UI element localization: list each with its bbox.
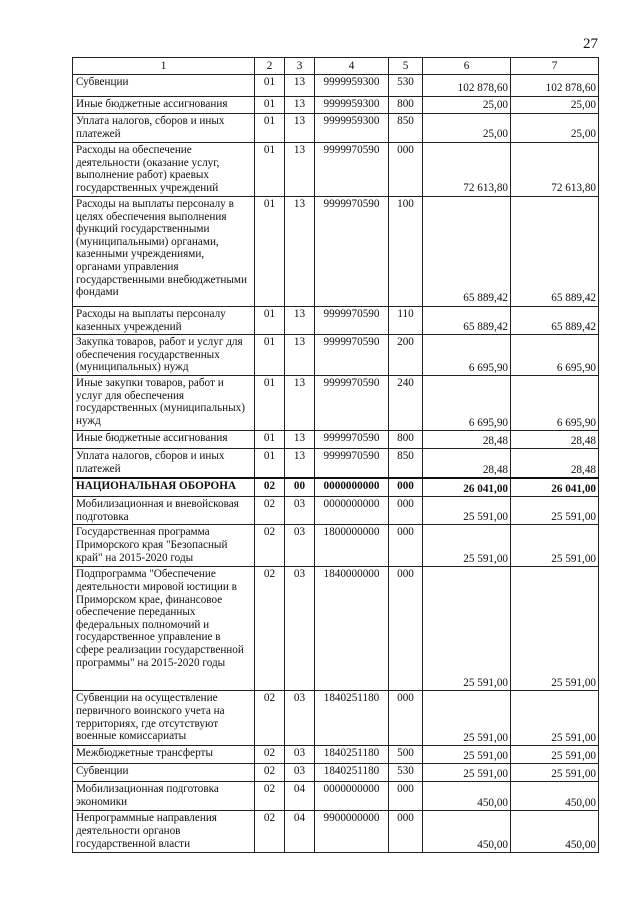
cell-name: НАЦИОНАЛЬНАЯ ОБОРОНА — [73, 478, 255, 497]
cell-section: 02 — [255, 478, 285, 497]
table-row — [73, 75, 599, 97]
cell-name: Непрограммные направления деятельности органов государственной власти — [73, 811, 255, 853]
cell-subsection: 13 — [285, 335, 315, 376]
cell-amount-2019: 6 695,90 — [423, 376, 511, 431]
table-row — [73, 114, 599, 143]
cell-section: 02 — [255, 567, 285, 691]
table-row — [73, 449, 599, 479]
cell-section: 01 — [255, 335, 285, 376]
cell-subsection: 13 — [285, 431, 315, 449]
cell-target-article: 9999959300 — [315, 75, 389, 97]
cell-subsection: 13 — [285, 143, 315, 197]
cell-target-article: 9999970590 — [315, 197, 389, 307]
table-row — [73, 307, 599, 335]
cell-subsection: 00 — [285, 478, 315, 497]
budget-table — [72, 57, 599, 853]
cell-section: 01 — [255, 197, 285, 307]
cell-subsection: 03 — [285, 567, 315, 691]
header-cell: 7 — [511, 58, 599, 75]
cell-expense-type: 500 — [389, 746, 423, 764]
header-cell: 4 — [315, 58, 389, 75]
cell-name: Межбюджетные трансферты — [73, 746, 255, 764]
cell-name: Закупка товаров, работ и услуг для обеспечения государственных (муниципальных) нужд — [73, 335, 255, 376]
table-row — [73, 764, 599, 782]
cell-target-article: 9999970590 — [315, 307, 389, 335]
cell-expense-type: 110 — [389, 307, 423, 335]
page-number: 27 — [583, 36, 598, 52]
cell-name: Уплата налогов, сборов и иных платежей — [73, 114, 255, 143]
cell-expense-type: 240 — [389, 376, 423, 431]
cell-name: Расходы на выплаты персоналу в целях обеспечения выполнения функций государственными (муниципальными) органами, казенными учреждениями, органами управления государственными внебюджетными фондами — [73, 197, 255, 307]
cell-amount-2020: 65 889,42 — [511, 307, 599, 335]
cell-amount-2019: 28,48 — [423, 449, 511, 479]
cell-name: Иные бюджетные ассигнования — [73, 97, 255, 114]
cell-amount-2020: 102 878,60 — [511, 75, 599, 97]
table-row — [73, 376, 599, 431]
cell-amount-2019: 25 591,00 — [423, 691, 511, 746]
cell-subsection: 13 — [285, 449, 315, 479]
cell-amount-2020: 26 041,00 — [511, 478, 599, 497]
header-cell: 6 — [423, 58, 511, 75]
cell-subsection: 04 — [285, 811, 315, 853]
cell-amount-2020: 28,48 — [511, 431, 599, 449]
cell-target-article: 1840000000 — [315, 567, 389, 691]
cell-section: 01 — [255, 114, 285, 143]
table-row — [73, 691, 599, 746]
table-row — [73, 525, 599, 567]
cell-amount-2019: 65 889,42 — [423, 307, 511, 335]
cell-amount-2019: 25 591,00 — [423, 764, 511, 782]
cell-expense-type: 800 — [389, 97, 423, 114]
cell-amount-2020: 25 591,00 — [511, 746, 599, 764]
cell-amount-2019: 25 591,00 — [423, 497, 511, 525]
cell-name: Расходы на обеспечение деятельности (оказание услуг, выполнение работ) краевых государственных учреждений — [73, 143, 255, 197]
cell-target-article: 9999970590 — [315, 449, 389, 479]
table-row — [73, 478, 599, 497]
cell-section: 02 — [255, 746, 285, 764]
cell-name: Мобилизационная подготовка экономики — [73, 782, 255, 811]
cell-expense-type: 530 — [389, 764, 423, 782]
cell-amount-2020: 450,00 — [511, 811, 599, 853]
header-cell: 3 — [285, 58, 315, 75]
cell-name: Иные закупки товаров, работ и услуг для обеспечения государственных (муниципальных) нужд — [73, 376, 255, 431]
cell-section: 02 — [255, 525, 285, 567]
cell-expense-type: 200 — [389, 335, 423, 376]
cell-subsection: 04 — [285, 782, 315, 811]
cell-amount-2019: 72 613,80 — [423, 143, 511, 197]
cell-name: Уплата налогов, сборов и иных платежей — [73, 449, 255, 479]
cell-expense-type: 000 — [389, 782, 423, 811]
cell-name: Субвенции — [73, 764, 255, 782]
table-row — [73, 197, 599, 307]
cell-target-article: 1840251180 — [315, 691, 389, 746]
cell-amount-2019: 25 591,00 — [423, 746, 511, 764]
cell-amount-2020: 28,48 — [511, 449, 599, 479]
table-row — [73, 746, 599, 764]
header-row — [73, 58, 599, 75]
cell-amount-2020: 450,00 — [511, 782, 599, 811]
table-row — [73, 335, 599, 376]
cell-subsection: 03 — [285, 691, 315, 746]
cell-expense-type: 000 — [389, 497, 423, 525]
cell-amount-2020: 25 591,00 — [511, 567, 599, 691]
table-row — [73, 782, 599, 811]
cell-target-article: 9999970590 — [315, 143, 389, 197]
cell-amount-2020: 6 695,90 — [511, 376, 599, 431]
cell-amount-2019: 25 591,00 — [423, 567, 511, 691]
cell-target-article: 1800000000 — [315, 525, 389, 567]
cell-amount-2020: 25 591,00 — [511, 691, 599, 746]
cell-target-article: 9999959300 — [315, 97, 389, 114]
cell-amount-2020: 72 613,80 — [511, 143, 599, 197]
cell-amount-2020: 25,00 — [511, 114, 599, 143]
cell-section: 02 — [255, 782, 285, 811]
cell-name: Подпрограмма "Обеспечение деятельности мировой юстиции в Приморском крае, финансовое обеспечение переданных федеральных полномочий и государственное управление в сфере реализации государственной программы" на 2015-2020 годы — [73, 567, 255, 691]
header-cell: 1 — [73, 58, 255, 75]
cell-subsection: 13 — [285, 75, 315, 97]
cell-name: Расходы на выплаты персоналу казенных учреждений — [73, 307, 255, 335]
cell-amount-2020: 65 889,42 — [511, 197, 599, 307]
cell-amount-2019: 6 695,90 — [423, 335, 511, 376]
cell-target-article: 9999970590 — [315, 431, 389, 449]
cell-amount-2020: 6 695,90 — [511, 335, 599, 376]
cell-target-article: 9999959300 — [315, 114, 389, 143]
cell-target-article: 9999970590 — [315, 335, 389, 376]
cell-name: Иные бюджетные ассигнования — [73, 431, 255, 449]
table-row — [73, 811, 599, 853]
cell-section: 02 — [255, 764, 285, 782]
cell-expense-type: 100 — [389, 197, 423, 307]
cell-section: 01 — [255, 449, 285, 479]
cell-target-article: 9999970590 — [315, 376, 389, 431]
cell-expense-type: 000 — [389, 811, 423, 853]
cell-subsection: 13 — [285, 197, 315, 307]
cell-amount-2019: 28,48 — [423, 431, 511, 449]
cell-section: 01 — [255, 75, 285, 97]
cell-subsection: 03 — [285, 525, 315, 567]
cell-amount-2019: 25 591,00 — [423, 525, 511, 567]
cell-expense-type: 000 — [389, 691, 423, 746]
cell-amount-2019: 25,00 — [423, 97, 511, 114]
cell-amount-2019: 65 889,42 — [423, 197, 511, 307]
cell-section: 01 — [255, 143, 285, 197]
cell-expense-type: 530 — [389, 75, 423, 97]
cell-subsection: 03 — [285, 764, 315, 782]
cell-target-article: 0000000000 — [315, 478, 389, 497]
cell-subsection: 03 — [285, 497, 315, 525]
cell-amount-2019: 450,00 — [423, 811, 511, 853]
cell-amount-2020: 25 591,00 — [511, 497, 599, 525]
cell-section: 02 — [255, 497, 285, 525]
header-cell: 5 — [389, 58, 423, 75]
cell-section: 01 — [255, 431, 285, 449]
cell-expense-type: 850 — [389, 449, 423, 479]
cell-target-article: 0000000000 — [315, 782, 389, 811]
cell-amount-2020: 25,00 — [511, 97, 599, 114]
cell-target-article: 1840251180 — [315, 746, 389, 764]
cell-amount-2019: 450,00 — [423, 782, 511, 811]
cell-section: 01 — [255, 97, 285, 114]
cell-name: Мобилизационная и вневойсковая подготовка — [73, 497, 255, 525]
cell-target-article: 1840251180 — [315, 764, 389, 782]
cell-amount-2020: 25 591,00 — [511, 764, 599, 782]
cell-expense-type: 850 — [389, 114, 423, 143]
table-row — [73, 567, 599, 691]
cell-expense-type: 000 — [389, 143, 423, 197]
cell-name: Субвенции на осуществление первичного воинского учета на территориях, где отсутствуют военные комиссариаты — [73, 691, 255, 746]
cell-expense-type: 000 — [389, 478, 423, 497]
table-row — [73, 497, 599, 525]
table-row — [73, 97, 599, 114]
cell-section: 01 — [255, 307, 285, 335]
cell-name: Субвенции — [73, 75, 255, 97]
cell-name: Государственная программа Приморского края "Безопасный край" на 2015-2020 годы — [73, 525, 255, 567]
cell-section: 02 — [255, 691, 285, 746]
cell-amount-2019: 102 878,60 — [423, 75, 511, 97]
header-cell: 2 — [255, 58, 285, 75]
cell-expense-type: 000 — [389, 567, 423, 691]
cell-expense-type: 000 — [389, 525, 423, 567]
cell-target-article: 0000000000 — [315, 497, 389, 525]
cell-amount-2020: 25 591,00 — [511, 525, 599, 567]
cell-amount-2019: 25,00 — [423, 114, 511, 143]
cell-expense-type: 800 — [389, 431, 423, 449]
cell-subsection: 13 — [285, 376, 315, 431]
cell-subsection: 13 — [285, 97, 315, 114]
cell-section: 01 — [255, 376, 285, 431]
cell-section: 02 — [255, 811, 285, 853]
table-row — [73, 431, 599, 449]
table-row — [73, 143, 599, 197]
cell-subsection: 13 — [285, 307, 315, 335]
cell-amount-2019: 26 041,00 — [423, 478, 511, 497]
cell-subsection: 13 — [285, 114, 315, 143]
cell-subsection: 03 — [285, 746, 315, 764]
cell-target-article: 9900000000 — [315, 811, 389, 853]
